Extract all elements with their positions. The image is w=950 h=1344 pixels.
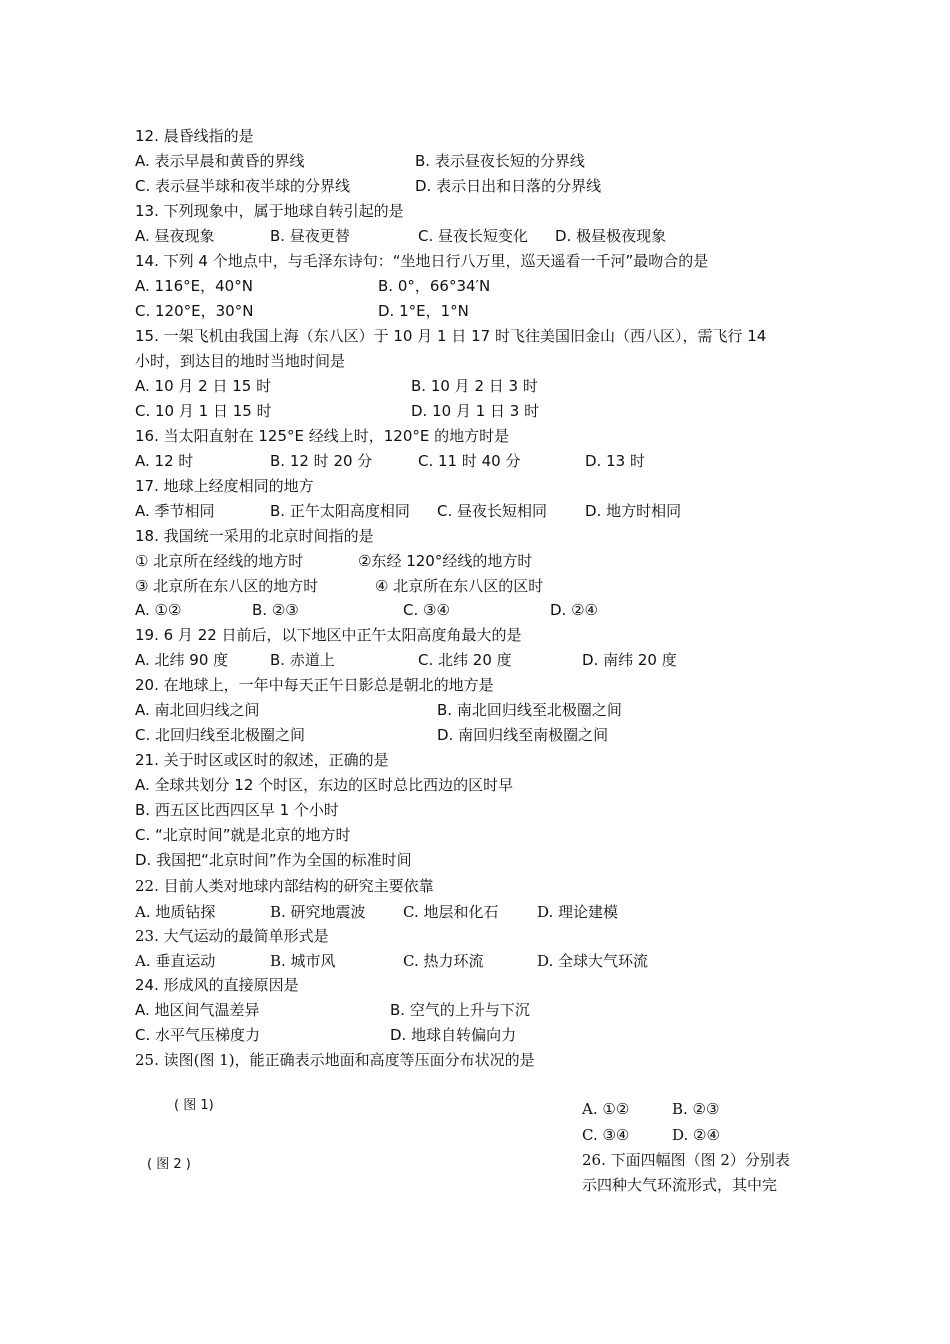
q24-option-b: B. 空气的上升与下沉 [390,1001,530,1019]
q17-option-c: C. 昼夜长短相同 [437,502,548,520]
q13-option-d: D. 极昼极夜现象 [555,227,667,245]
q21-option-c: C. “北京时间”就是北京的地方时 [135,826,351,844]
q21-option-b: B. 西五区比西四区早 1 个小时 [135,801,339,819]
q19-option-b: B. 赤道上 [270,651,335,669]
q24-stem: 24. 形成风的直接原因是 [135,976,299,994]
q14-option-a: A. 116°E，40°N [135,277,253,295]
q22-option-b: B. 研究地震波 [270,903,366,921]
q22-option-c: C. 地层和化石 [403,903,499,921]
q23-option-a: A. 垂直运动 [135,952,216,970]
q26-stem-line1: 26. 下面四幅图（图 2）分别表 [582,1151,790,1169]
q22-stem: 22. 目前人类对地球内部结构的研究主要依靠 [135,877,434,895]
q15-option-b: B. 10 月 2 日 3 时 [411,377,538,395]
q21-option-a: A. 全球共划分 12 个时区，东边的区时总比西边的区时早 [135,776,514,794]
q15-option-a: A. 10 月 2 日 15 时 [135,377,272,395]
q12-option-c: C. 表示昼半球和夜半球的分界线 [135,177,351,195]
q25-option-b: B. ②③ [672,1100,720,1118]
q12-option-b: B. 表示昼夜长短的分界线 [415,152,585,170]
q13-option-c: C. 昼夜长短变化 [418,227,529,245]
q16-option-c: C. 11 时 40 分 [418,452,521,470]
q18-option-a: A. ①② [135,601,182,619]
figure-2-caption: ( 图 2 ) [147,1157,191,1172]
q25-option-c: C. ③④ [582,1126,630,1144]
q23-option-b: B. 城市风 [270,952,336,970]
q18-option-d: D. ②④ [550,601,598,619]
q19-stem: 19. 6 月 22 日前后，以下地区中正午太阳高度角最大的是 [135,626,522,644]
q13-option-a: A. 昼夜现象 [135,227,215,245]
q21-option-d: D. 我国把“北京时间”作为全国的标准时间 [135,851,412,869]
q26-stem-line2: 示四种大气环流形式，其中完 [582,1176,778,1194]
q25-option-a: A. ①② [582,1100,630,1118]
q18-option-b: B. ②③ [252,601,299,619]
q20-option-c: C. 北回归线至北极圈之间 [135,726,306,744]
q18-statement-3: ③ 北京所在东八区的地方时 [135,577,319,595]
q12-option-a: A. 表示早晨和黄昏的界线 [135,152,305,170]
q15-option-c: C. 10 月 1 日 15 时 [135,402,272,420]
q16-option-a: A. 12 时 [135,452,194,470]
q13-option-b: B. 昼夜更替 [270,227,350,245]
q20-option-b: B. 南北回归线至北极圈之间 [437,701,622,719]
q17-option-d: D. 地方时相同 [585,502,682,520]
q20-stem: 20. 在地球上，一年中每天正午日影总是朝北的地方是 [135,676,494,694]
q22-option-a: A. 地质钻探 [135,903,216,921]
q14-stem: 14. 下列 4 个地点中，与毛泽东诗句：“坐地日行八万里，巡天遥看一千河”最吻合的是 [135,252,709,270]
q24-option-c: C. 水平气压梯度力 [135,1026,261,1044]
q18-statement-2: ②东经 120°经线的地方时 [358,552,533,570]
q25-option-d: D. ②④ [672,1126,720,1144]
q14-option-c: C. 120°E，30°N [135,302,254,320]
q25-stem: 25. 读图(图 1)，能正确表示地面和高度等压面分布状况的是 [135,1051,535,1069]
q22-option-d: D. 理论建模 [537,903,619,921]
q18-stem: 18. 我国统一采用的北京时间指的是 [135,527,374,545]
q16-option-b: B. 12 时 20 分 [270,452,373,470]
q19-option-d: D. 南纬 20 度 [582,651,677,669]
q18-statement-4: ④ 北京所在东八区的区时 [375,577,544,595]
q12-stem: 12. 晨昏线指的是 [135,127,254,145]
q14-option-d: D. 1°E，1°N [378,302,469,320]
figure-1-caption: ( 图 1) [174,1098,214,1113]
q16-stem: 16. 当太阳直射在 125°E 经线上时，120°E 的地方时是 [135,427,510,445]
q19-option-c: C. 北纬 20 度 [418,651,512,669]
q14-option-b: B. 0°，66°34′N [378,277,491,295]
q24-option-d: D. 地球自转偏向力 [390,1026,517,1044]
q23-option-c: C. 热力环流 [403,952,484,970]
q18-option-c: C. ③④ [403,601,450,619]
q20-option-a: A. 南北回归线之间 [135,701,260,719]
q15-option-d: D. 10 月 1 日 3 时 [411,402,540,420]
q17-option-b: B. 正午太阳高度相同 [270,502,410,520]
q19-option-a: A. 北纬 90 度 [135,651,229,669]
q17-stem: 17. 地球上经度相同的地方 [135,477,314,495]
q23-option-d: D. 全球大气环流 [537,952,649,970]
q12-option-d: D. 表示日出和日落的分界线 [415,177,602,195]
q16-option-d: D. 13 时 [585,452,645,470]
q21-stem: 21. 关于时区或区时的叙述，正确的是 [135,751,389,769]
q23-stem: 23. 大气运动的最简单形式是 [135,927,329,945]
q17-option-a: A. 季节相同 [135,502,215,520]
q13-stem: 13. 下列现象中，属于地球自转引起的是 [135,202,404,220]
q15-stem-line1: 15. 一架飞机由我国上海（东八区）于 10 月 1 日 17 时飞往美国旧金山（西八区），需飞行 14 [135,327,767,345]
q24-option-a: A. 地区间气温差异 [135,1001,260,1019]
q20-option-d: D. 南回归线至南极圈之间 [437,726,609,744]
q18-statement-1: ① 北京所在经线的地方时 [135,552,304,570]
q15-stem-line2: 小时，到达目的地时当地时间是 [135,352,346,370]
